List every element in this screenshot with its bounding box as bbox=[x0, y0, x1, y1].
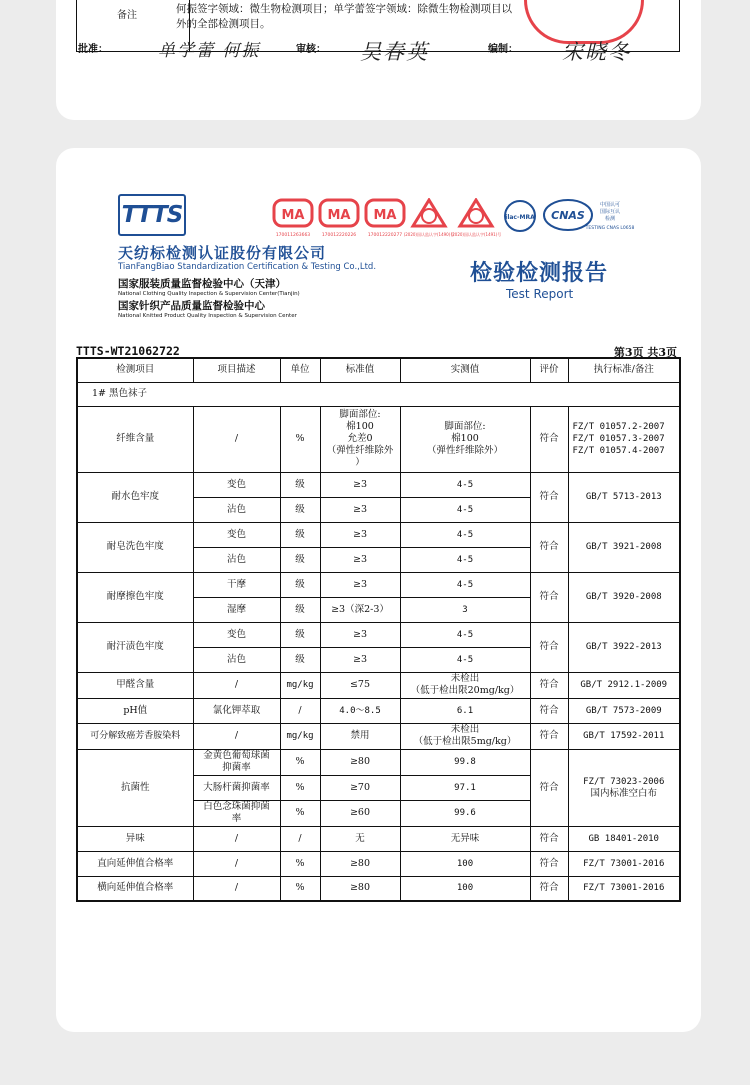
unit-cell: 级 bbox=[280, 497, 320, 522]
standard-cell: ≥80 bbox=[320, 851, 400, 876]
header-cell: 执行标准/备注 bbox=[568, 358, 680, 382]
review-label: 审核： bbox=[296, 44, 326, 55]
measured-cell: 4-5 bbox=[400, 647, 530, 672]
eval-cell: 符合 bbox=[530, 749, 568, 826]
previous-page-card bbox=[56, 0, 701, 120]
standard-cell: ≥80 bbox=[320, 749, 400, 775]
std-cell: GB/T 5713-2013 bbox=[568, 472, 680, 522]
measured-cell: 4-5 bbox=[400, 572, 530, 597]
measured-cell: 99.8 bbox=[400, 749, 530, 775]
std-cell: GB/T 3920-2008 bbox=[568, 572, 680, 622]
item-cell: 抗菌性 bbox=[77, 749, 193, 826]
item-cell: 耐摩擦色牢度 bbox=[77, 572, 193, 622]
compile-label: 编制： bbox=[488, 44, 518, 55]
item-cell: 耐水色牢度 bbox=[77, 472, 193, 522]
std-cell: GB/T 17592-2011 bbox=[568, 723, 680, 749]
desc-cell: 氯化钾萃取 bbox=[193, 698, 280, 723]
measured-cell: 97.1 bbox=[400, 775, 530, 800]
table-row bbox=[77, 723, 680, 749]
test-results-table bbox=[76, 357, 681, 902]
unit-cell: 级 bbox=[280, 572, 320, 597]
item-cell: 可分解致癌芳香胺染料 bbox=[77, 723, 193, 749]
cal-code-1: (2020)国认监认字(1490)号 bbox=[403, 232, 455, 237]
unit-cell: 级 bbox=[280, 647, 320, 672]
table-row bbox=[77, 672, 680, 698]
measured-cell: 4-5 bbox=[400, 472, 530, 497]
desc-cell: 变色 bbox=[193, 522, 280, 547]
table-row bbox=[77, 826, 680, 851]
desc-cell: / bbox=[193, 851, 280, 876]
standard-cell: ≥60 bbox=[320, 800, 400, 826]
measured-cell: 3 bbox=[400, 597, 530, 622]
table-header-row bbox=[77, 358, 680, 382]
desc-cell: / bbox=[193, 876, 280, 901]
signature-row bbox=[78, 38, 678, 68]
standard-cell: ≥3（深2-3） bbox=[320, 597, 400, 622]
sample-row bbox=[77, 382, 680, 406]
table-row bbox=[77, 472, 680, 497]
table-row bbox=[77, 876, 680, 901]
remark-text: 何振签字领域：微生物检测项目；单学蕾签字领域：除微生物检测项目以 外的全部检测项目。 bbox=[176, 3, 512, 30]
table-row bbox=[77, 522, 680, 547]
eval-cell: 符合 bbox=[530, 851, 568, 876]
unit-cell: % bbox=[280, 800, 320, 826]
sample-label: 1# 黑色袜子 bbox=[77, 382, 680, 406]
report-title-en: Test Report bbox=[506, 287, 574, 301]
measured-cell: 无异味 bbox=[400, 826, 530, 851]
item-cell: pH值 bbox=[77, 698, 193, 723]
measured-cell: 100 bbox=[400, 851, 530, 876]
desc-cell: / bbox=[193, 723, 280, 749]
unit-cell: / bbox=[280, 698, 320, 723]
cma-code-1: 170011263663 bbox=[275, 233, 311, 238]
review-signature: 吴春英 bbox=[360, 40, 429, 64]
std-cell: FZ/T 01057.2-2007 FZ/T 01057.3-2007 FZ/T 01057.4-2007 bbox=[568, 406, 680, 472]
knitted-center-cn: 国家针织产品质量监督检验中心 bbox=[118, 300, 265, 312]
unit-cell: 级 bbox=[280, 547, 320, 572]
desc-cell: 变色 bbox=[193, 472, 280, 497]
eval-cell: 符合 bbox=[530, 826, 568, 851]
report-number: TTTS-WT21062722 bbox=[76, 344, 180, 358]
eval-cell: 符合 bbox=[530, 472, 568, 522]
clothing-center-cn: 国家服装质量监督检验中心（天津） bbox=[118, 278, 286, 290]
cnas-side-2: 国际互认 bbox=[599, 209, 621, 215]
header-cell: 评价 bbox=[530, 358, 568, 382]
std-cell: FZ/T 73023-2006 国内标准空白布 bbox=[568, 749, 680, 826]
std-cell: FZ/T 73001-2016 bbox=[568, 851, 680, 876]
report-title-cn: 检验检测报告 bbox=[470, 260, 609, 286]
unit-cell: 级 bbox=[280, 522, 320, 547]
standard-cell: 无 bbox=[320, 826, 400, 851]
table-row bbox=[77, 698, 680, 723]
cnas-side-3: 检测 bbox=[604, 216, 616, 222]
desc-cell: 大肠杆菌抑菌率 bbox=[193, 775, 280, 800]
cma-mark-1: MA bbox=[281, 208, 305, 223]
header-cell: 检测项目 bbox=[77, 358, 193, 382]
standard-cell: ≥3 bbox=[320, 497, 400, 522]
cma-logo-2 bbox=[320, 200, 358, 238]
header-cell: 实测值 bbox=[400, 358, 530, 382]
standard-cell: ≥3 bbox=[320, 472, 400, 497]
cal-code-2: (2020)国认监认字(1491)号 bbox=[450, 232, 502, 237]
item-cell: 耐皂洗色牢度 bbox=[77, 522, 193, 572]
cal-logo-2 bbox=[451, 200, 502, 237]
desc-cell: 白色念珠菌抑菌 率 bbox=[193, 800, 280, 826]
cma-mark-3: MA bbox=[373, 208, 397, 223]
unit-cell: % bbox=[280, 749, 320, 775]
item-cell: 纤维含量 bbox=[77, 406, 193, 472]
ttts-logo: TTTS bbox=[118, 194, 186, 236]
cma-code-3: 170012220277 bbox=[367, 233, 403, 238]
standard-cell: ≥3 bbox=[320, 547, 400, 572]
std-cell: GB/T 2912.1-2009 bbox=[568, 672, 680, 698]
standard-cell: 脚面部位: 棉100 允差0 （弹性纤维除外 ） bbox=[320, 406, 400, 472]
standard-cell: ≥3 bbox=[320, 622, 400, 647]
unit-cell: mg/kg bbox=[280, 723, 320, 749]
std-cell: GB/T 3922-2013 bbox=[568, 622, 680, 672]
table-row bbox=[77, 406, 680, 472]
measured-cell: 4-5 bbox=[400, 497, 530, 522]
ilac-mark: ilac-MRA bbox=[505, 214, 535, 221]
table-row bbox=[77, 622, 680, 647]
desc-cell: / bbox=[193, 672, 280, 698]
company-name-en: TianFangBiao Standardization Certification & Testing Co.,Ltd. bbox=[118, 262, 377, 272]
eval-cell: 符合 bbox=[530, 876, 568, 901]
standard-cell: ≥3 bbox=[320, 647, 400, 672]
unit-cell: % bbox=[280, 406, 320, 472]
item-cell: 耐汗渍色牢度 bbox=[77, 622, 193, 672]
standard-cell: 禁用 bbox=[320, 723, 400, 749]
unit-cell: 级 bbox=[280, 597, 320, 622]
unit-cell: mg/kg bbox=[280, 672, 320, 698]
desc-cell: / bbox=[193, 826, 280, 851]
measured-cell: 4-5 bbox=[400, 522, 530, 547]
unit-cell: 级 bbox=[280, 622, 320, 647]
desc-cell: 沾色 bbox=[193, 647, 280, 672]
header-cell: 项目描述 bbox=[193, 358, 280, 382]
std-cell: GB 18401-2010 bbox=[568, 826, 680, 851]
eval-cell: 符合 bbox=[530, 622, 568, 672]
cnas-side-1: 中国认可 bbox=[599, 202, 621, 208]
item-cell: 异味 bbox=[77, 826, 193, 851]
desc-cell: 湿摩 bbox=[193, 597, 280, 622]
measured-cell: 6.1 bbox=[400, 698, 530, 723]
std-cell: GB/T 3921-2008 bbox=[568, 522, 680, 572]
eval-cell: 符合 bbox=[530, 723, 568, 749]
header-cell: 单位 bbox=[280, 358, 320, 382]
standard-cell: ≥70 bbox=[320, 775, 400, 800]
desc-cell: / bbox=[193, 406, 280, 472]
eval-cell: 符合 bbox=[530, 406, 568, 472]
page-indicator: 第3页 共3页 bbox=[613, 346, 677, 359]
measured-cell: 4-5 bbox=[400, 547, 530, 572]
measured-cell: 100 bbox=[400, 876, 530, 901]
unit-cell: 级 bbox=[280, 472, 320, 497]
eval-cell: 符合 bbox=[530, 522, 568, 572]
cnas-code: TESTING CNAS L0658 bbox=[585, 226, 635, 231]
std-cell: GB/T 7573-2009 bbox=[568, 698, 680, 723]
desc-cell: 沾色 bbox=[193, 547, 280, 572]
measured-cell: 99.6 bbox=[400, 800, 530, 826]
approve-label: 批准： bbox=[78, 44, 108, 55]
eval-cell: 符合 bbox=[530, 572, 568, 622]
cnas-logo bbox=[544, 200, 634, 231]
table-row bbox=[77, 572, 680, 597]
item-cell: 甲醛含量 bbox=[77, 672, 193, 698]
report-page-card bbox=[56, 148, 701, 1032]
cma-logo-1 bbox=[274, 200, 312, 238]
standard-cell: ≥3 bbox=[320, 522, 400, 547]
measured-cell: 脚面部位: 棉100 （弹性纤维除外） bbox=[400, 406, 530, 472]
desc-cell: 沾色 bbox=[193, 497, 280, 522]
desc-cell: 金黄色葡萄球菌 抑菌率 bbox=[193, 749, 280, 775]
item-cell: 横向延伸值合格率 bbox=[77, 876, 193, 901]
eval-cell: 符合 bbox=[530, 698, 568, 723]
knitted-center-en: National Knitted Product Quality Inspection & Supervision Center bbox=[118, 313, 297, 319]
measured-cell: 未检出 （低于检出限5mg/kg） bbox=[400, 723, 530, 749]
header-cell: 标准值 bbox=[320, 358, 400, 382]
table-row bbox=[77, 851, 680, 876]
unit-cell: % bbox=[280, 851, 320, 876]
cma-logo-3 bbox=[366, 200, 404, 238]
unit-cell: / bbox=[280, 826, 320, 851]
unit-cell: % bbox=[280, 876, 320, 901]
std-cell: FZ/T 73001-2016 bbox=[568, 876, 680, 901]
approve-signature: 单学蕾 何振 bbox=[158, 41, 261, 61]
remark-label: 备注 bbox=[77, 0, 190, 52]
table-row bbox=[77, 749, 680, 775]
desc-cell: 变色 bbox=[193, 622, 280, 647]
compile-signature: 宋晓冬 bbox=[562, 40, 631, 64]
cma-mark-2: MA bbox=[327, 208, 351, 223]
desc-cell: 干摩 bbox=[193, 572, 280, 597]
unit-cell: % bbox=[280, 775, 320, 800]
clothing-center-en: National Clothing Quality Inspection & Supervision Center(Tianjin) bbox=[118, 291, 300, 297]
item-cell: 直向延伸值合格率 bbox=[77, 851, 193, 876]
measured-cell: 4-5 bbox=[400, 622, 530, 647]
company-name-cn: 天纺标检测认证股份有限公司 bbox=[118, 244, 327, 262]
standard-cell: ≥3 bbox=[320, 572, 400, 597]
cnas-mark: CNAS bbox=[551, 209, 585, 222]
eval-cell: 符合 bbox=[530, 672, 568, 698]
cma-code-2: 170012220226 bbox=[321, 233, 357, 238]
standard-cell: ≥80 bbox=[320, 876, 400, 901]
measured-cell: 未检出 （低于检出限20mg/kg） bbox=[400, 672, 530, 698]
cal-logo-1 bbox=[404, 200, 455, 237]
standard-cell: ≤75 bbox=[320, 672, 400, 698]
standard-cell: 4.0～8.5 bbox=[320, 698, 400, 723]
certification-logos bbox=[272, 198, 642, 244]
ilac-mra-logo bbox=[505, 201, 535, 231]
